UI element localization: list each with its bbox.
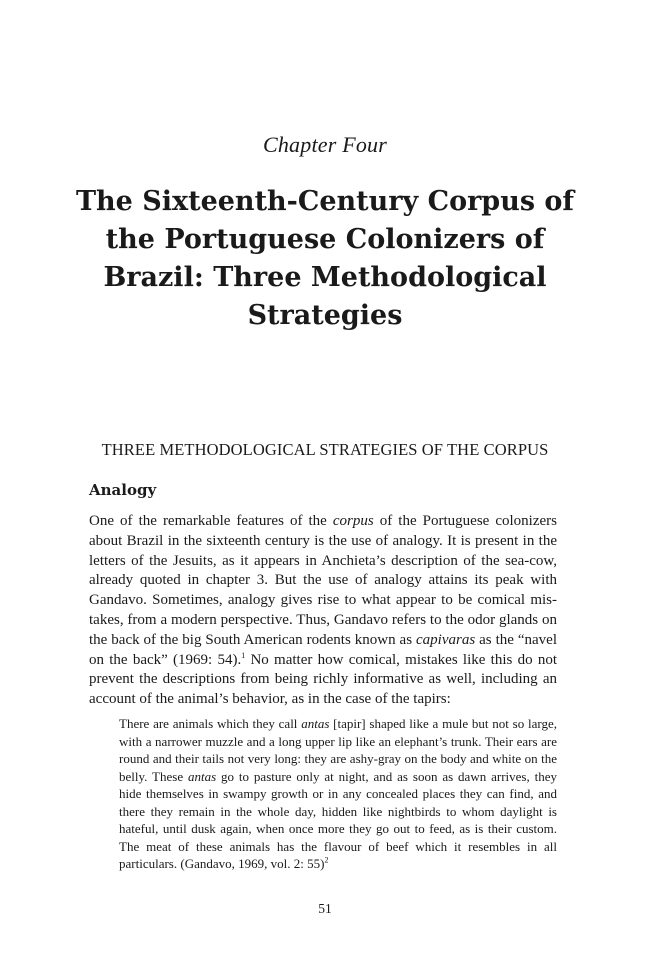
footnote-marker-2: 2 <box>324 855 329 865</box>
section-heading: THREE METHODOLOGICAL STRATEGIES OF THE CORPUS <box>101 440 549 459</box>
quote-text-run: [tapir] shaped like a mule but not so large, with a narrower muzzle and a long upper lip like an elephant’s trunk. Their ears are round and their tails not very long: they are ashy-gray on the body and white on the belly. These <box>119 716 557 784</box>
footnote-marker-1: 1 <box>241 650 246 660</box>
chapter-title: The Sixteenth-Century Corpus of the Portuguese Colonizers of Brazil: Three Methodological Strategies <box>75 186 575 331</box>
body-text-run: as the “navel on the back” (1969: 54). <box>89 631 557 668</box>
quote-text-run: There are animals which they call <box>119 716 302 731</box>
block-quote <box>119 715 557 873</box>
italic-term-antas: antas <box>301 716 330 731</box>
page-number: 51 <box>318 901 332 916</box>
body-text-run: of the Portuguese colonizers about Brazil in the sixteenth century is the use of analogy. It is present in the letters of the Jesuits, as it appears in Anchieta’s description of the sea-cow, already quoted in chapter 3. But the use of analogy attains its peak with Gandavo. Sometimes, analogy gives rise to what appear to be comical mistakes, from a modern perspective. Thus, Gandavo refers to the odor glands on the back of the big South American rodents known as <box>89 513 557 648</box>
chapter-label: Chapter Four <box>262 132 387 157</box>
italic-term-antas: antas <box>187 768 217 784</box>
body-paragraph <box>89 512 557 710</box>
italic-term-capivaras: capivaras <box>416 631 476 648</box>
subheading-analogy: Analogy <box>89 481 157 499</box>
italic-term-corpus: corpus <box>332 513 374 529</box>
body-text-run: One of the remarkable features of the <box>89 513 333 529</box>
body-text-run: No matter how comical, mistakes like this do not prevent the descriptions from being richly informative as well, including an account of the animal’s behavior, as in the case of the tapirs: <box>89 651 557 708</box>
quote-text-run: go to pasture only at night, and as soon as dawn arrives, they hide themselves in swampy growth or in any concealed places they can find, and there they remain in the whole day, hidden like nightbirds to whom daylight is hateful, until dusk again, when once more they go out to feed, as is their custom. The meat of these animals has the flavour of beef which it resembles in all particulars. (Gandavo, 1969, vol. 2: 55) <box>119 768 557 871</box>
